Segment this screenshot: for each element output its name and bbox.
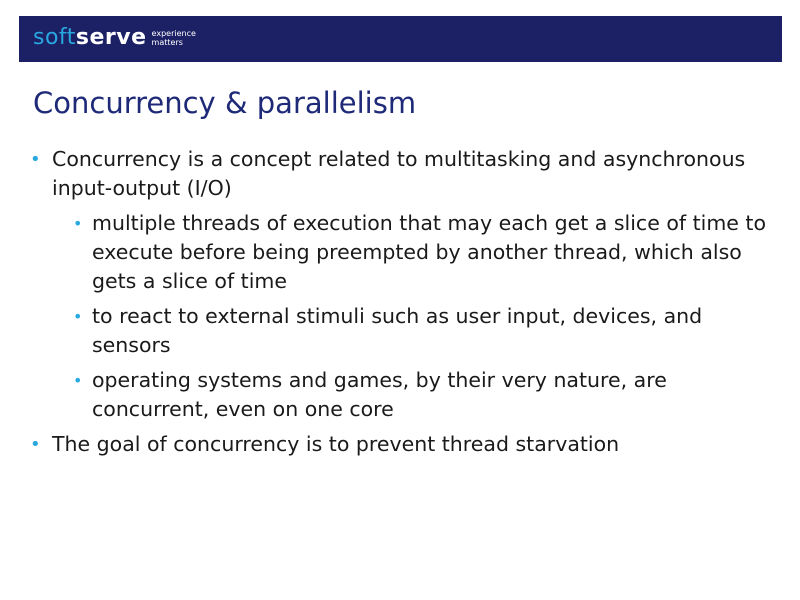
bullet-item <box>30 430 780 459</box>
sub-bullet-list <box>52 209 780 424</box>
sub-bullet-item <box>92 209 780 296</box>
logo-soft-text: soft <box>33 25 76 50</box>
sub-bullet-item <box>92 302 780 360</box>
logo-tagline-line2: matters <box>151 38 183 47</box>
sub-bullet-item <box>92 366 780 424</box>
bullet-list <box>30 145 780 459</box>
sub-bullet-text: multiple threads of execution that may each get a slice of time to execute before being preempted by another thread, which also gets a slice of time <box>92 211 767 293</box>
bullet-text: The goal of concurrency is to prevent thread starvation <box>52 432 620 456</box>
bullet-text: Concurrency is a concept related to multitasking and asynchronous input-output (I/O) <box>52 147 746 200</box>
sub-bullet-text: to react to external stimuli such as user input, devices, and sensors <box>92 304 703 357</box>
logo-tagline-line1: experience <box>151 29 196 38</box>
logo-tagline <box>152 29 196 47</box>
logo-serve-text: serve <box>75 25 147 50</box>
bullet-item <box>30 145 780 424</box>
slide-title: Concurrency & parallelism <box>33 86 417 120</box>
softserve-logo <box>33 24 196 52</box>
sub-bullet-text: operating systems and games, by their very nature, are concurrent, even on one core <box>92 368 667 421</box>
slide-content <box>30 145 780 459</box>
header-bar <box>19 16 782 62</box>
